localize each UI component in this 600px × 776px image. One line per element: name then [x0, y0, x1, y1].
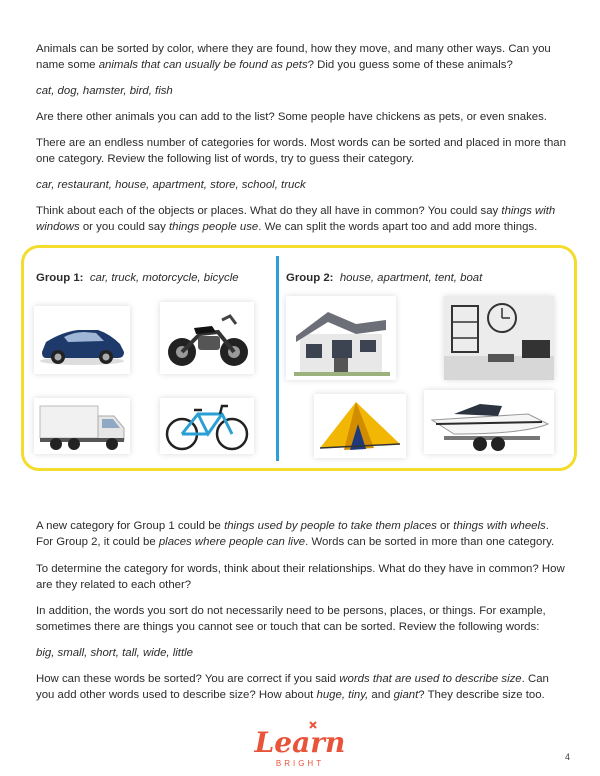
- intro-paragraph-4: [36, 203, 566, 235]
- emphasis-text: places where people can live: [158, 536, 306, 548]
- group-2-title: [286, 272, 482, 284]
- body-paragraph-1: [36, 518, 566, 550]
- text-run: ? Did you guess some of these animals?: [307, 59, 513, 71]
- logo-word: Learn: [254, 726, 346, 759]
- car-image: [34, 306, 130, 374]
- truck-image: [34, 398, 130, 454]
- text-run: ? They describe size too.: [418, 689, 545, 701]
- boat-icon: [424, 390, 554, 454]
- emphasis-text: things with windows: [36, 205, 556, 233]
- group-2-words: house, apartment, tent, boat: [339, 272, 483, 284]
- motorcycle-image: [160, 302, 254, 374]
- animal-list: cat, dog, hamster, bird, fish: [36, 85, 173, 97]
- house-image: [286, 296, 396, 380]
- tent-image: [314, 394, 406, 458]
- truck-icon: [34, 398, 130, 454]
- learn-bright-logo: [250, 718, 350, 770]
- body-paragraph-3: In addition, the words you sort do not necessarily need to be persons, places, or things. For example, sometimes there are things you cannot see or touch that can be sorted. Review the following words:: [36, 605, 546, 633]
- group-1-title: [36, 272, 239, 284]
- intro-paragraph-1: [36, 41, 566, 73]
- text-run: . For Group 2, it could be: [36, 520, 549, 548]
- body-paragraph-4: [36, 671, 566, 703]
- boat-image: [424, 390, 554, 454]
- groups-box: [21, 245, 577, 471]
- text-run: . Words can be sorted in more than one category.: [305, 536, 555, 548]
- emphasis-text: huge, tiny,: [316, 689, 369, 701]
- group-1-words: car, truck, motorcycle, bicycle: [89, 272, 239, 284]
- emphasis-text: words that are used to describe size: [339, 673, 522, 685]
- body-paragraph-2: To determine the category for words, think about their relationships. What do they have in common? How are they related to each other?: [36, 563, 565, 591]
- apartment-icon: [444, 296, 554, 380]
- size-word-list: big, small, short, tall, wide, little: [36, 647, 193, 659]
- tent-icon: [314, 394, 406, 458]
- text-run: and: [368, 689, 394, 701]
- bicycle-image: [160, 398, 254, 454]
- car-icon: [34, 306, 130, 374]
- emphasis-text: things people use: [168, 221, 259, 233]
- intro-paragraph-2: Are there other animals you can add to the list? Some people have chickens as pets, or even snakes.: [36, 111, 547, 123]
- apartment-image: [444, 296, 554, 380]
- text-run: . Can you add other words used to describe size? How about: [36, 673, 549, 701]
- text-run: How can these words be sorted? You are correct if you said: [36, 673, 340, 685]
- text-run: . We can split the words apart too and add more things.: [258, 221, 538, 233]
- intro-paragraph-3: There are an endless number of categories for words. Most words can be sorted and placed in more than one category. Review the following list of words, try to guess their category.: [36, 137, 566, 165]
- logo-icon: [250, 718, 350, 770]
- motorcycle-icon: [160, 302, 254, 374]
- text-run: A new category for Group 1 could be: [36, 520, 225, 532]
- emphasis-text: things with wheels: [453, 520, 546, 532]
- house-icon: [286, 296, 396, 380]
- text-run: Animals can be sorted by color, where they are found, how they move, and many other ways. Can you name some: [36, 43, 551, 71]
- page-number: 4: [565, 752, 571, 762]
- text-run: or: [436, 520, 454, 532]
- group-2-label: Group 2:: [286, 272, 334, 284]
- bicycle-icon: [160, 398, 254, 454]
- word-list: car, restaurant, house, apartment, store, school, truck: [36, 179, 306, 191]
- emphasis-text: things used by people to take them places: [224, 520, 437, 532]
- group-divider: [276, 256, 279, 461]
- group-1-label: Group 1:: [36, 272, 84, 284]
- text-run: Think about each of the objects or places. What do they all have in common? You could say: [36, 205, 502, 217]
- text-run: or you could say: [79, 221, 169, 233]
- emphasis-text: animals that can usually be found as pets: [98, 59, 308, 71]
- logo-sub: BRIGHT: [275, 759, 325, 768]
- emphasis-text: giant: [393, 689, 419, 701]
